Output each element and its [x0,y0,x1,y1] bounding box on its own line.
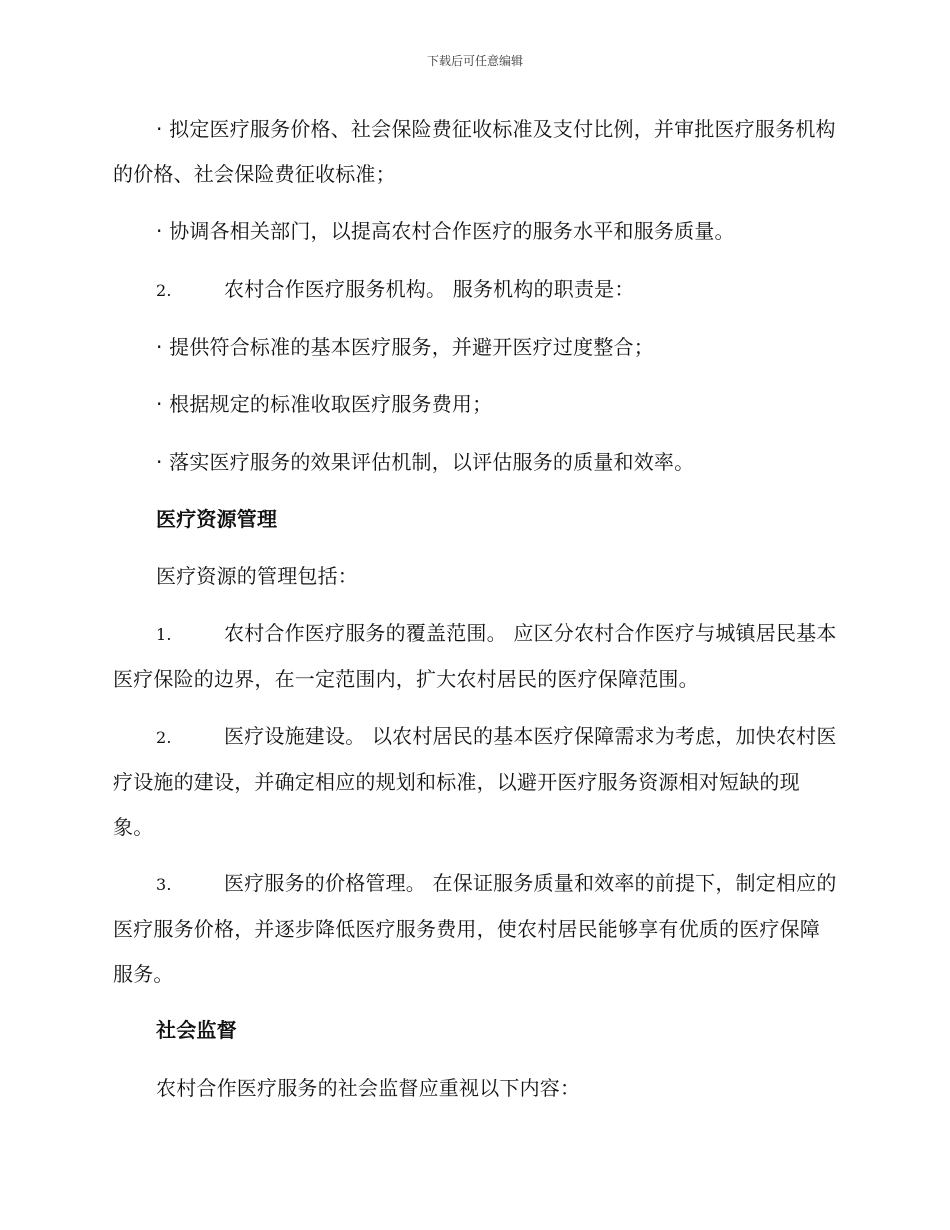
bullet-provide: · 提供符合标准的基本医疗服务，并避开医疗过度整合； [156,335,654,359]
supervision-intro: 农村合作医疗服务的社会监督应重视以下内容： [156,1076,581,1100]
resource-item-3 [113,861,839,997]
item-text: 医疗服务的价格管理。 在保证服务质量和效率的前提下，制定相应的医疗服务价格，并逐步降低医疗服务费用，使农村居民能够享有优质的医疗保障服务。 [113,871,837,986]
resources-intro: 医疗资源的管理包括： [156,564,358,588]
heading-supervision: 社会监督 [156,1018,237,1042]
bullet-evaluate: · 落实医疗服务的效果评估机制，以评估服务的质量和效率。 [156,450,695,474]
item-text: 农村合作医疗服务的覆盖范围。 应区分农村合作医疗与城镇居民基本医疗保险的边界，在一定范围内，扩大农村居民的医疗保障范围。 [113,621,837,691]
item-number: 2. [156,728,172,747]
item-text: 农村合作医疗服务机构。 服务机构的职责是： [224,277,635,301]
item-text: 医疗设施建设。 以农村居民的基本医疗保障需求为考虑，加快农村医疗设施的建设，并确定相应的规划和标准，以避开医疗服务资源相对短缺的现象。 [113,724,837,839]
numbered-item-2 [113,267,839,313]
item-number: 1. [156,625,172,644]
heading-resources: 医疗资源管理 [156,507,278,531]
bullet-fees: · 根据规定的标准收取医疗服务费用； [156,392,493,416]
bullet-pricing: · 拟定医疗服务价格、社会保险费征收标准及支付比例，并审批医疗服务机构的价格、社会保险费征收标准； [113,117,836,186]
bullet-coordinate: · 协调各相关部门，以提高农村合作医疗的服务水平和服务质量。 [156,219,735,243]
resource-item-1 [113,611,839,702]
item-number: 2. [156,281,172,300]
header-note: 下载后可任意编辑 [426,54,523,68]
item-number: 3. [156,875,172,894]
resource-item-2 [113,714,839,850]
